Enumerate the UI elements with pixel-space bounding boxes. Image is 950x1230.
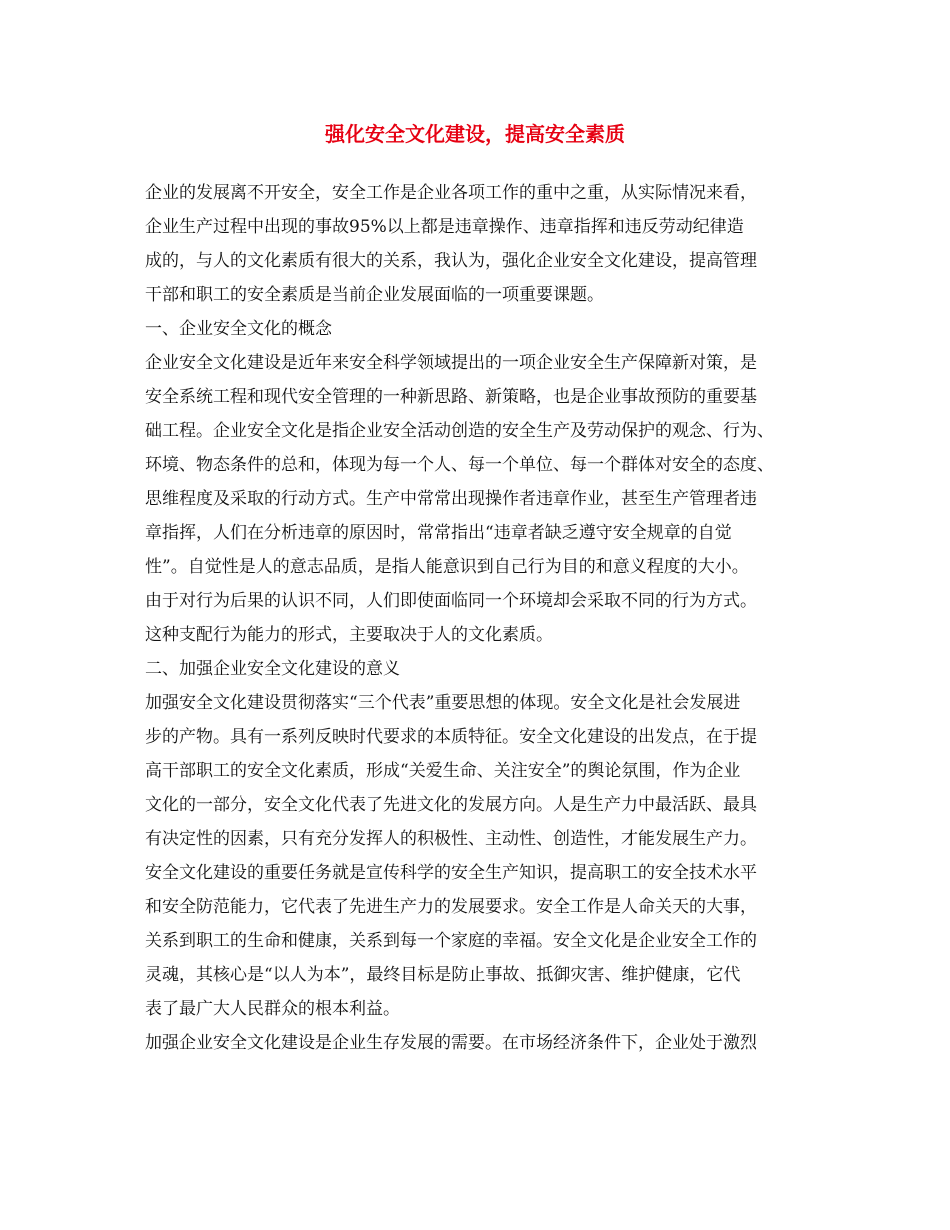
section-heading: 一、企业安全文化的概念 [145, 319, 332, 339]
text-line: 企业生产过程中出现的事故95%以上都是违章操作、违章指挥和违反劳动纪律造 [145, 217, 744, 237]
text-line: 干部和职工的安全素质是当前企业发展面临的一项重要课题。 [145, 285, 604, 305]
text-line: 础工程。企业安全文化是指企业安全活动创造的安全生产及劳动保护的观念、行为、 [145, 421, 774, 441]
text-line: 章指挥，人们在分析违章的原因时，常常指出“违章者缺乏遵守安全规章的自觉 [145, 523, 732, 543]
text-line: 加强企业安全文化建设是企业生存发展的需要。在市场经济条件下，企业处于激烈 [145, 1033, 757, 1053]
text-line: 关系到职工的生命和健康，关系到每一个家庭的幸福。安全文化是企业安全工作的 [145, 931, 757, 951]
text-line: 这种支配行为能力的形式，主要取决于人的文化素质。 [145, 625, 553, 645]
text-line: 环境、物态条件的总和，体现为每一个人、每一个单位、每一个群体对安全的态度、 [145, 455, 774, 475]
document-body [145, 176, 825, 1060]
text-line: 加强安全文化建设贯彻落实“三个代表”重要思想的体现。安全文化是社会发展进 [145, 693, 741, 713]
text-line: 有决定性的因素，只有充分发挥人的积极性、主动性、创造性，才能发展生产力。 [145, 829, 757, 849]
text-line: 企业安全文化建设是近年来安全科学领域提出的一项企业安全生产保障新对策，是 [145, 353, 757, 373]
text-line: 性”。自觉性是人的意志品质，是指人能意识到自己行为目的和意义程度的大小。 [145, 557, 749, 577]
text-line: 成的，与人的文化素质有很大的关系，我认为，强化企业安全文化建设，提高管理 [145, 251, 757, 271]
text-line: 灵魂，其核心是“以人为本”，最终目标是防止事故、抵御灾害、维护健康，它代 [145, 965, 741, 985]
text-line: 高干部职工的安全文化素质，形成“关爱生命、关注安全”的舆论氛围，作为企业 [145, 761, 741, 781]
document-title: 强化安全文化建设，提高安全素质 [325, 122, 625, 146]
text-line: 安全系统工程和现代安全管理的一种新思路、新策略，也是企业事故预防的重要基 [145, 387, 757, 407]
text-line: 安全文化建设的重要任务就是宣传科学的安全生产知识，提高职工的安全技术水平 [145, 863, 757, 883]
text-line: 步的产物。具有一系列反映时代要求的本质特征。安全文化建设的出发点，在于提 [145, 727, 757, 747]
text-line: 由于对行为后果的认识不同，人们即使面临同一个环境却会采取不同的行为方式。 [145, 591, 757, 611]
text-line: 表了最广大人民群众的根本利益。 [145, 999, 400, 1019]
text-line: 企业的发展离不开安全，安全工作是企业各项工作的重中之重，从实际情况来看， [145, 183, 757, 203]
text-line: 文化的一部分，安全文化代表了先进文化的发展方向。人是生产力中最活跃、最具 [145, 795, 757, 815]
text-line: 思维程度及采取的行动方式。生产中常常出现操作者违章作业，甚至生产管理者违 [145, 489, 757, 509]
text-line: 和安全防范能力，它代表了先进生产力的发展要求。安全工作是人命关天的大事， [145, 897, 757, 917]
section-heading: 二、加强企业安全文化建设的意义 [145, 659, 400, 679]
